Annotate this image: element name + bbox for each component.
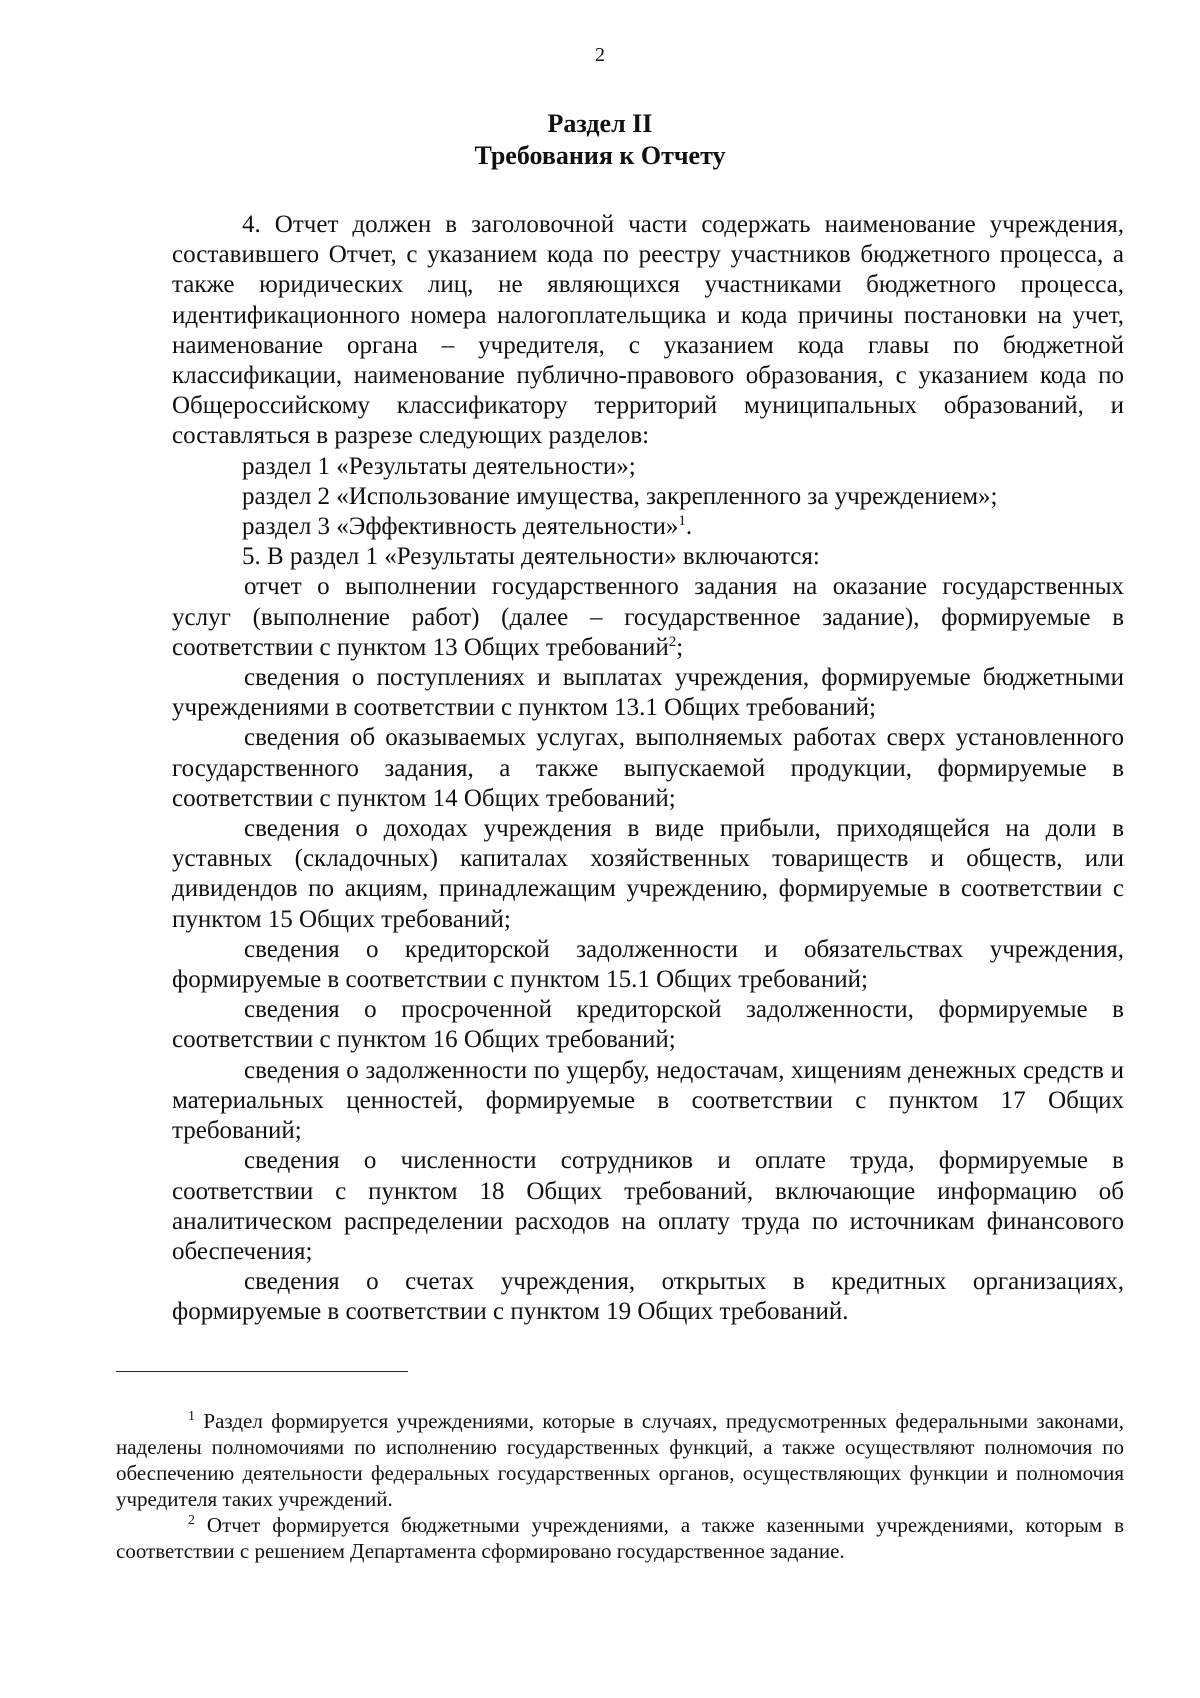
- footnote-ref-1: 1: [678, 513, 686, 530]
- document-body: [172, 210, 1124, 1328]
- section-list-item-3-text: раздел 3 «Эффективность деятельности»: [242, 513, 679, 541]
- included-item-4: сведения о доходах учреждения в виде прибыли, приходящейся на доли в уставных (складочных) капиталах хозяйственных товариществ и обществ, или дивидендов по акциям, принадлежащим учреждению, формируемые в соответствии с пунктом 15 Общих требований;: [172, 815, 1124, 933]
- paragraph-4: 4. Отчет должен в заголовочной части содержать наименование учреждения, составившего Отчет, с указанием кода по реестру участников бюджетного процесса, а также юридических лиц, не являющихся участниками бюджетного процесса, идентификационного номера налогоплательщика и кода причины постановки на учет, наименование органа – учредителя, с указанием кода главы по бюджетной классификации, наименование публично-правового образования, с указанием кода по Общероссийскому классификатору территорий муниципальных образований, и составляться в разрезе следующих разделов:: [172, 211, 1124, 450]
- footnote-ref-2: 2: [668, 633, 677, 650]
- section-list-item-3: [172, 512, 1124, 542]
- included-item-1-text: отчет о выполнении государственного задания на оказание государственных услуг (выполнение работ) (далее – государственное задание), формируемые в соответствии с пунктом 13 Общих требований: [172, 573, 1124, 661]
- footnote-separator: [116, 1371, 408, 1372]
- included-item-8: сведения о численности сотрудников и оплате труда, формируемые в соответствии с пунктом 18 Общих требований, включающие информацию об аналитическом распределении расходов на оплату труда по источникам финансового обеспечения;: [172, 1147, 1124, 1265]
- section-title: Раздел II: [547, 109, 653, 138]
- footnote-1-text: Раздел формируется учреждениями, которые в случаях, предусмотренных федеральными законами, наделены полномочиями по исполнению государственных функций, а также осуществляют полномочия по обеспечению деятельности федеральных государственных органов, осуществляющих функции и полномочия учредителя таких учреждений.: [116, 1409, 1124, 1511]
- included-item-1: [172, 572, 1124, 663]
- footnote-2-text: Отчет формируется бюджетными учреждениями, а также казенными учреждениями, которым в соответствии с решением Департамента сформировано государственное задание.: [116, 1513, 1124, 1563]
- section-subtitle: Требования к Отчету: [474, 141, 726, 170]
- footnotes: [116, 1408, 1124, 1564]
- footnote-2: [116, 1512, 1124, 1564]
- included-item-9: сведения о счетах учреждения, открытых в кредитных организациях, формируемые в соответствии с пунктом 19 Общих требований.: [172, 1268, 1124, 1326]
- section-list-item-1: раздел 1 «Результаты деятельности»;: [242, 452, 636, 480]
- section-header: [0, 108, 1200, 172]
- footnote-1: [116, 1408, 1124, 1512]
- included-item-2: сведения о поступлениях и выплатах учреждения, формируемые бюджетными учреждениями в соответствии с пунктом 13.1 Общих требований;: [172, 664, 1124, 722]
- included-item-5: сведения о кредиторской задолженности и обязательствах учреждения, формируемые в соответствии с пунктом 15.1 Общих требований;: [172, 935, 1124, 994]
- footnote-2-marker: 2: [188, 1513, 195, 1528]
- footnote-1-marker: 1: [188, 1409, 195, 1424]
- page-number: 2: [595, 44, 605, 66]
- included-item-7: сведения о задолженности по ущербу, недостачам, хищениям денежных средств и материальных ценностей, формируемые в соответствии с пунктом 17 Общих требований;: [172, 1056, 1124, 1145]
- included-item-3: сведения об оказываемых услугах, выполняемых работах сверх установленного государственного задания, а также выпускаемой продукции, формируемые в соответствии с пунктом 14 Общих требований;: [172, 724, 1124, 812]
- included-item-1-end: ;: [676, 633, 684, 661]
- section-list-item-2: раздел 2 «Использование имущества, закрепленного за учреждением»;: [242, 482, 998, 510]
- paragraph-5: 5. В раздел 1 «Результаты деятельности» включаются:: [242, 543, 820, 571]
- section-list-item-3-end: .: [685, 513, 693, 541]
- included-item-6: сведения о просроченной кредиторской задолженности, формируемые в соответствии с пунктом 16 Общих требований;: [172, 996, 1124, 1054]
